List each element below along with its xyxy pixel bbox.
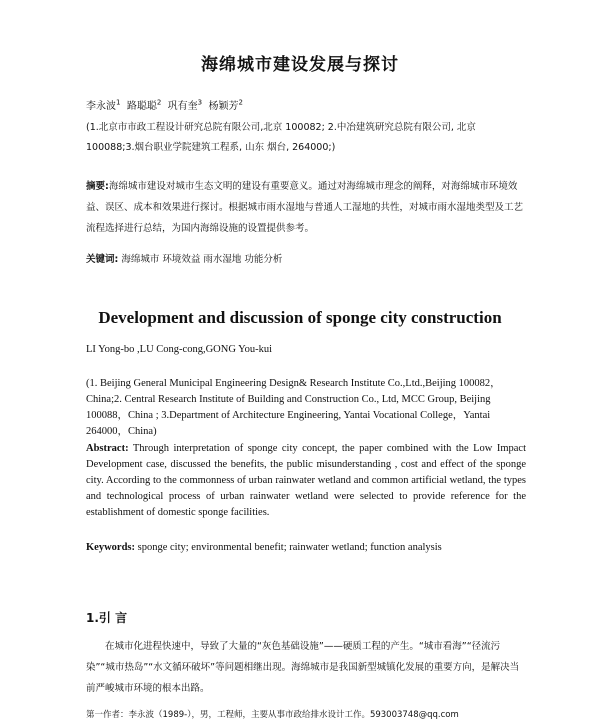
affiliation-chinese: (1.北京市市政工程设计研究总院有限公司,北京 100082; 2.中冶建筑研究总院有限公司, 北京 100088;3.烟台职业学院建筑工程系, 山东 烟台, 264000;) [86,122,476,153]
keywords-label: 关键词: [86,254,119,265]
authors-english: LI Yong-bo ,LU Cong-cong,GONG You-kui [86,344,273,355]
title-chinese: 海绵城市建设发展与探讨 [201,55,399,75]
abstract-label: Abstract: [86,443,129,454]
author-name: 李永波 [86,101,116,112]
keywords-text: sponge city; environmental benefit; rainwater wetland; function analysis [137,542,442,553]
author-affiliation-mark: 3 [197,98,203,107]
keywords-label: Keywords: [86,542,135,553]
abstract-label: 摘要: [86,181,109,192]
keywords-english [86,542,526,553]
authors-chinese [86,97,243,112]
author-affiliation-mark: 2 [156,98,162,107]
keywords-chinese [86,251,526,265]
abstract-english [86,441,526,521]
body-paragraph: 在城市化进程快速中，导致了大量的“灰色基础设施”——硬质工程的产生。“城市看海”“径流污染”“城市热岛”“水文循环破坏”等问题相继出现。海绵城市是我国新型城镇化发展的重要方向，是解决当前严峻城市环境的根本出路。 [86,641,520,694]
author-name: 路聪聪 [126,101,157,112]
abstract-text: Through interpretation of sponge city concept, the paper combined with the Low Impact Development case, discussed the benefits, the public misunderstanding , cost and effect of the sponge city. According to the commonness of urban rainwater wetland and common artificial wetland, the types and technological process of urban rainwater wetland were selected to provide reference for the establishment of domestic sponge facilities. [86,443,527,518]
author-affiliation-mark: 2 [238,98,243,107]
author-name: 杨颖芳 [208,101,239,112]
keywords-text: 海绵城市 环境效益 雨水湿地 功能分析 [121,254,283,265]
author-affiliation-mark: 1 [116,98,121,107]
author-name: 巩有奎 [167,101,198,112]
section-heading: 1.引 言 [86,611,128,625]
abstract-text: 海绵城市建设对城市生态文明的建设有重要意义。通过对海绵城市理念的阐释，对海绵城市环境效益、误区、成本和效果进行探讨。根据城市雨水湿地与普通人工湿地的共性，对城市雨水湿地类型及工艺流程选择进行总结，为国内海绵设施的设置提供参考。 [86,181,524,234]
abstract-chinese [86,176,526,239]
affiliation-english: (1. Beijing General Municipal Engineering Design& Research Institute Co.,Ltd.,Beijing 100082，China;2. Central Research Institute of Building and Construction Co., Ltd, MCC Group, Beijing 100088，China ; 3.Department of Architecture Engineering, Yantai Vocational College，Yantai 264000，China) [86,378,501,437]
footnote: 第一作者：李永波（1989-），男，工程师，主要从事市政给排水设计工作。593003748@qq.com [86,710,459,720]
title-english: Development and discussion of sponge city construction [98,308,502,327]
